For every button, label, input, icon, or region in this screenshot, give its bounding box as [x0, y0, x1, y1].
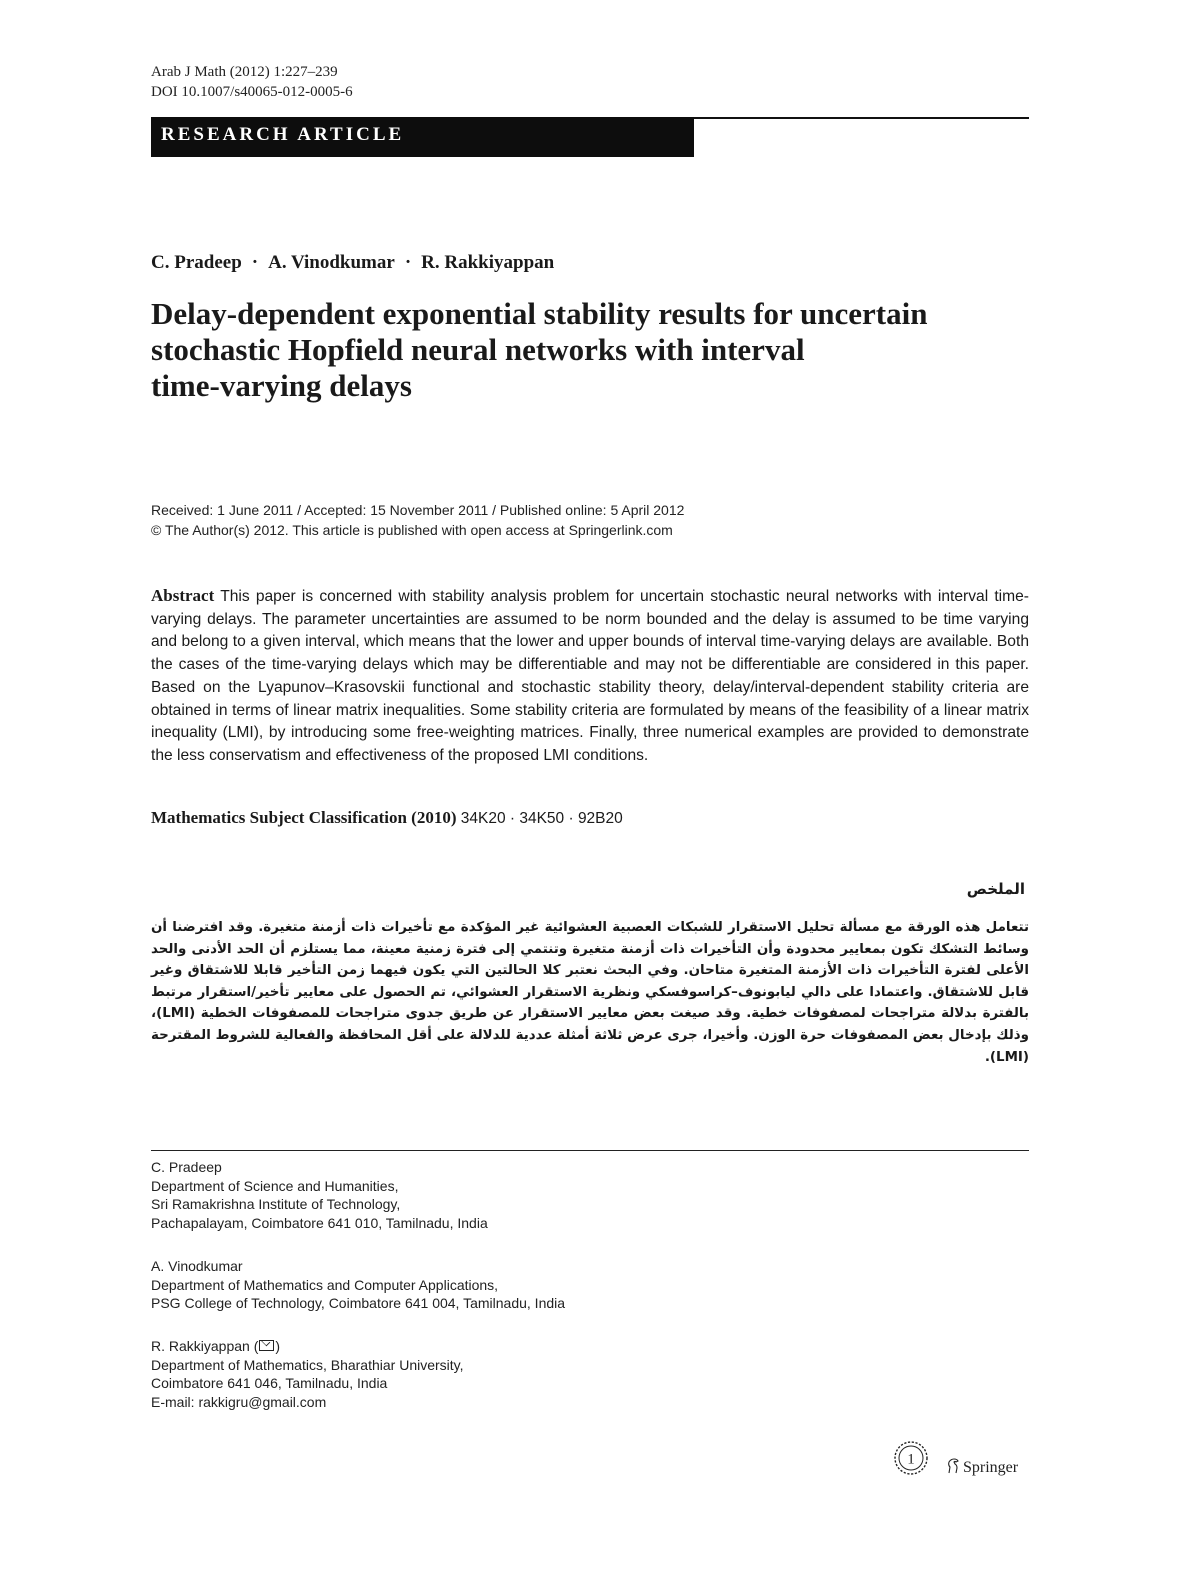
abstract-label: Abstract: [151, 586, 215, 605]
subject-classification: [151, 808, 623, 828]
affiliation-line: Coimbatore 641 046, Tamilnadu, India: [151, 1375, 388, 1391]
affiliation-line: PSG College of Technology, Coimbatore 641 004, Tamilnadu, India: [151, 1295, 566, 1311]
author-email[interactable]: E-mail: rakkigru@gmail.com: [151, 1393, 327, 1410]
publisher-name: Springer: [963, 1459, 1019, 1476]
author-name: R. Rakkiyappan: [421, 252, 555, 273]
page-number: 1: [907, 1451, 915, 1468]
msc-label: Mathematics Subject Classification (2010): [151, 808, 457, 827]
article-type: RESEARCH ARTICLE: [161, 124, 405, 145]
affiliation-block: R. Rakkiyappan ( ) Department of Mathematics, Bharathiar University, Coimbatore 641 046, Tamilnadu, India E-mail: rakkigru@gmail.com: [151, 1338, 464, 1410]
affiliation-block: [151, 1158, 488, 1232]
doi: DOI 10.1007/s40065-012-0005-6: [151, 84, 353, 100]
arabic-abstract-text: تتعامل هذه الورقة مع مسألة تحليل الاستقرار للشبكات العصبية العشوائية غير المؤكدة مع تأخيرات ذات أزمنة متغيرة. وقد افترضنا أن وسائط التشكك تكون بمعايير محدودة وأن التأخيرات ذات أزمنة متغيرة وتنتمي إلى فترة زمنية معينة، مما يستلزم أن الحد الأدنى والحد الأعلى لفترة التأخيرات ذات الأزمنة المتغيرة متاحان. وفي البحث نعتبر كلا الحالتين التي يكون فيهما زمن التأخير قابلا للاشتقاق وغير قابل للاشتقاق. واعتمادا على دالي ليابونوف–كراسوفسكي ونظرية الاستقرار العشوائي، تم الحصول على معايير تأخير/استقرار مرتبط بالفترة بدلالة متراجحات لمصفوفات خطية. وقد صيغت بعض معايير الاستقرار عن طريق جدوى متراجحات للمصفوفات الخطية (LMI)، وذلك بإدخال بعض المصفوفات حرة الوزن. وأخيرا، جرى عرض ثلاثة أمثلة عددية للدلالة على أقل المحافظة والفعالية للشروط المقترحة (LMI).: [151, 920, 1029, 1065]
journal-citation: Arab J Math (2012) 1:227–239: [151, 64, 338, 80]
publisher-logo: [946, 1458, 1018, 1477]
publication-dates: [151, 500, 684, 540]
affiliation-line: Department of Mathematics and Computer Applications,: [151, 1276, 499, 1293]
author-name: A. Vinodkumar: [268, 252, 395, 273]
affiliation-line: Sri Ramakrishna Institute of Technology,: [151, 1196, 401, 1212]
title-line: Delay-dependent exponential stability results for uncertain: [151, 296, 928, 331]
title-line: stochastic Hopfield neural networks with interval: [151, 332, 805, 367]
mail-icon: [259, 1340, 274, 1351]
affiliation-rule: [151, 1150, 1029, 1151]
author-list: [151, 252, 554, 274]
affiliation-author: C. Pradeep: [151, 1159, 222, 1175]
journal-info: [151, 62, 353, 102]
affiliation-line: Department of Science and Humanities,: [151, 1177, 399, 1194]
msc-codes: 34K20 · 34K50 · 92B20: [460, 810, 623, 827]
springer-horse-icon: [946, 1458, 960, 1474]
author-name: C. Pradeep: [151, 252, 242, 273]
paper-title: [151, 296, 1031, 404]
publication-history: Received: 1 June 2011 / Accepted: 15 November 2011 / Published online: 5 April 2012: [151, 502, 685, 518]
arabic-abstract-label: الملخص: [966, 880, 1025, 898]
abstract-text: This paper is concerned with stability analysis problem for uncertain stochastic neural networks with interval time-varying delays. The parameter uncertainties are assumed to be norm bounded and the delay is assumed to be time varying and belong to a given interval, which means that the lower and upper bounds of interval time-varying delays are available. Both the cases of the time-varying delays which may be differentiable and may not be differentiable are considered in this paper. Based on the Lyapunov–Krasovskii functional and stochastic stability theory, delay/interval-dependent stability criteria are obtained in terms of linear matrix inequalities. Some stability criteria are formulated by means of the feasibility of a linear matrix inequality (LMI), by introducing some free-weighting matrices. Finally, three numerical examples are provided to demonstrate the less conservatism and effectiveness of the proposed LMI conditions.: [151, 588, 1029, 764]
affiliation-author: A. Vinodkumar: [151, 1258, 243, 1274]
abstract: [151, 585, 1029, 768]
copyright-notice: © The Author(s) 2012. This article is published with open access at Springerlink.com: [151, 522, 673, 538]
author-separator: ·: [251, 252, 259, 273]
affiliation-line: Department of Mathematics, Bharathiar University,: [151, 1356, 464, 1373]
affiliation-block: [151, 1257, 565, 1313]
page-number-badge: [893, 1440, 929, 1476]
affiliation-author: R. Rakkiyappan: [151, 1338, 250, 1354]
article-type-banner: [151, 117, 694, 157]
title-line: time-varying delays: [151, 368, 412, 403]
affiliation-line: Pachapalayam, Coimbatore 641 010, Tamilnadu, India: [151, 1214, 488, 1231]
author-separator: ·: [404, 252, 412, 273]
